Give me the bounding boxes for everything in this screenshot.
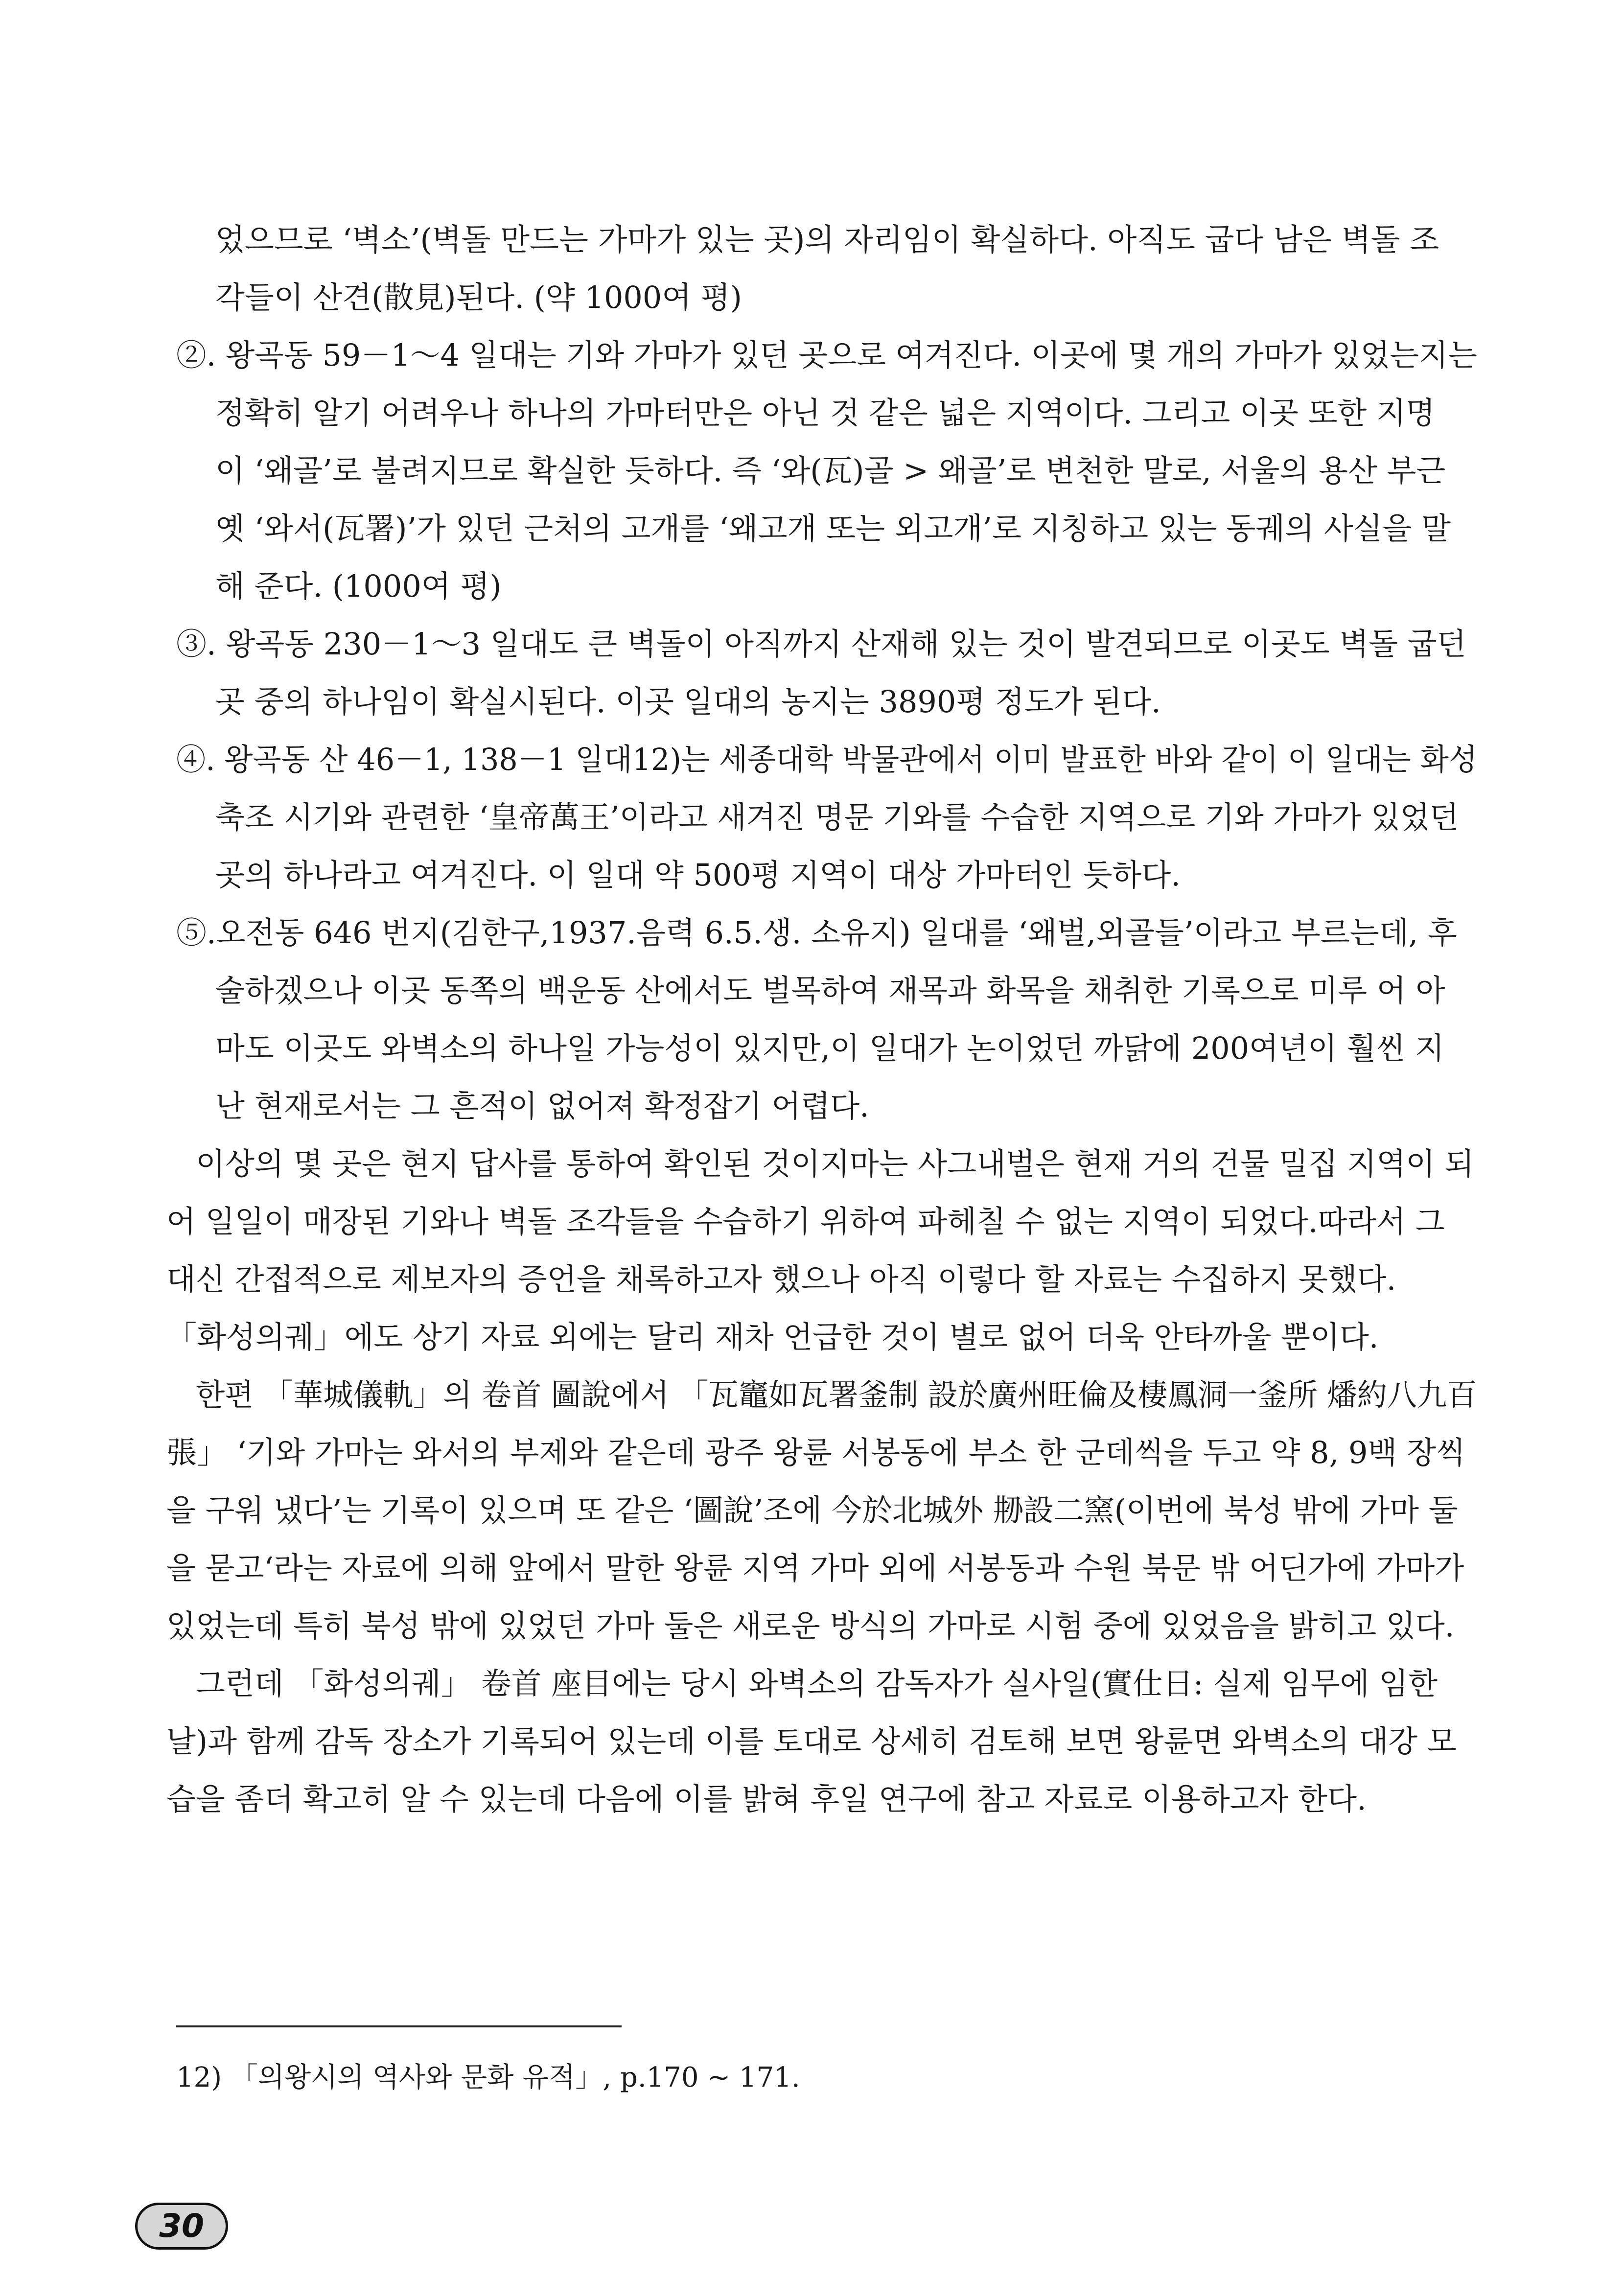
body-line: 張」 ‘기와 가마는 와서의 부제와 같은데 광주 왕륜 서봉동에 부소 한 군데씩을 두고 약 8, 9백 장씩 [166,1435,1465,1470]
body-line: 술하겠으나 이곳 동쪽의 백운동 산에서도 벌목하여 재목과 화목을 채취한 기록으로 미루 어 아 [215,973,1445,1008]
body-line: 습을 좀더 확고히 알 수 있는데 다음에 이를 밝혀 후일 연구에 참고 자료로 이용하고자 한다. [166,1781,1367,1817]
body-line: 옛 ‘와서(瓦署)’가 있던 근처의 고개를 ‘왜고개 또는 외고개’로 지칭하고 있는 동궤의 사실을 말 [215,511,1451,546]
list-item-3: ③. 왕곡동 230－1～3 일대도 큰 벽돌이 아직까지 산재해 있는 것이 발견되므로 이곳도 벽돌 굽던 [176,626,1466,662]
body-line: 어 일일이 매장된 기와나 벽돌 조각들을 수습하기 위하여 파헤칠 수 없는 지역이 되었다.따라서 그 [166,1204,1445,1239]
body-line: 날)과 함께 감독 장소가 기록되어 있는데 이를 토대로 상세히 검토해 보면 왕륜면 와벽소의 대강 모 [166,1723,1457,1759]
body-line: 을 묻고‘라는 자료에 의해 앞에서 말한 왕륜 지역 가마 외에 서봉동과 수원 북문 밖 어딘가에 가마가 [166,1550,1464,1586]
body-line: 축조 시기와 관련한 ‘皇帝萬王’이라고 새겨진 명문 기와를 수습한 지역으로 기와 가마가 있었던 [215,799,1459,835]
list-item-2: ②. 왕곡동 59－1～4 일대는 기와 가마가 있던 곳으로 여겨진다. 이곳에 몇 개의 가마가 있었는지는 [176,337,1477,373]
list-item-4: ④. 왕곡동 산 46－1, 138－1 일대12)는 세종대학 박물관에서 이미 발표한 바와 같이 이 일대는 화성 [176,742,1478,777]
body-line: 을 구워 냈다’는 기록이 있으며 또 같은 ‘圖說’조에 今於北城外 刱設二窯(이번에 북성 밖에 가마 둘 [166,1492,1458,1528]
body-line: 었으므로 ‘벽소’(벽돌 만드는 가마가 있는 곳)의 자리임이 확실하다. 아직도 굽다 남은 벽돌 조 [215,222,1439,257]
body-line: 「화성의궤」에도 상기 자료 외에는 달리 재차 언급한 것이 별로 없어 더욱 안타까울 뿐이다. [166,1319,1379,1355]
body-line: 각들이 산견(散見)된다. (약 1000여 평) [215,279,742,315]
body-line: 정확히 알기 어려우나 하나의 가마터만은 아닌 것 같은 넓은 지역이다. 그리고 이곳 또한 지명 [215,395,1435,431]
footnote: 12) 「의왕시의 역사와 문화 유적」, p.170 ~ 171. [176,2062,800,2093]
paragraph-start: 한편 「華城儀軌」의 卷首 圖說에서 「瓦竈如瓦署釜制 設於廣州旺倫及棲鳳洞一釜所 燔約八九百 [196,1377,1477,1413]
list-item-5: ⑤.오전동 646 번지(김한구,1937.음력 6.5.생. 소유지) 일대를 ‘왜벌,외골들’이라고 부르는데, 후 [176,915,1457,951]
body-line: 대신 간접적으로 제보자의 증언을 채록하고자 했으나 아직 이렇다 할 자료는 수집하지 못했다. [166,1261,1396,1297]
body-line: 난 현재로서는 그 흔적이 없어져 확정잡기 어렵다. [215,1088,869,1124]
body-line: 곳 중의 하나임이 확실시된다. 이곳 일대의 농지는 3890평 정도가 된다. [215,684,1161,720]
page-number-badge: 30 [135,2203,228,2250]
body-line: 해 준다. (1000여 평) [215,568,502,604]
paragraph-start: 이상의 몇 곳은 현지 답사를 통하여 확인된 것이지마는 사그내벌은 현재 거의 건물 밀집 지역이 되 [196,1146,1474,1182]
body-line: 곳의 하나라고 여겨진다. 이 일대 약 500평 지역이 대상 가마터인 듯하다. [215,857,1181,893]
footnote-divider [176,2025,622,2027]
paragraph-start: 그런데 「화성의궤」 卷首 座目에는 당시 와벽소의 감독자가 실사일(實仕日: 실제 임무에 임한 [196,1666,1438,1701]
body-line: 마도 이곳도 와벽소의 하나일 가능성이 있지만,이 일대가 논이었던 까닭에 200여년이 훨씬 지 [215,1030,1444,1066]
body-line: 이 ‘왜골’로 불려지므로 확실한 듯하다. 즉 ‘와(瓦)골 > 왜골’로 변천한 말로, 서울의 용산 부근 [215,453,1446,488]
body-line: 있었는데 특히 북성 밖에 있었던 가마 둘은 새로운 방식의 가마로 시험 중에 있었음을 밝히고 있다. [166,1608,1455,1644]
